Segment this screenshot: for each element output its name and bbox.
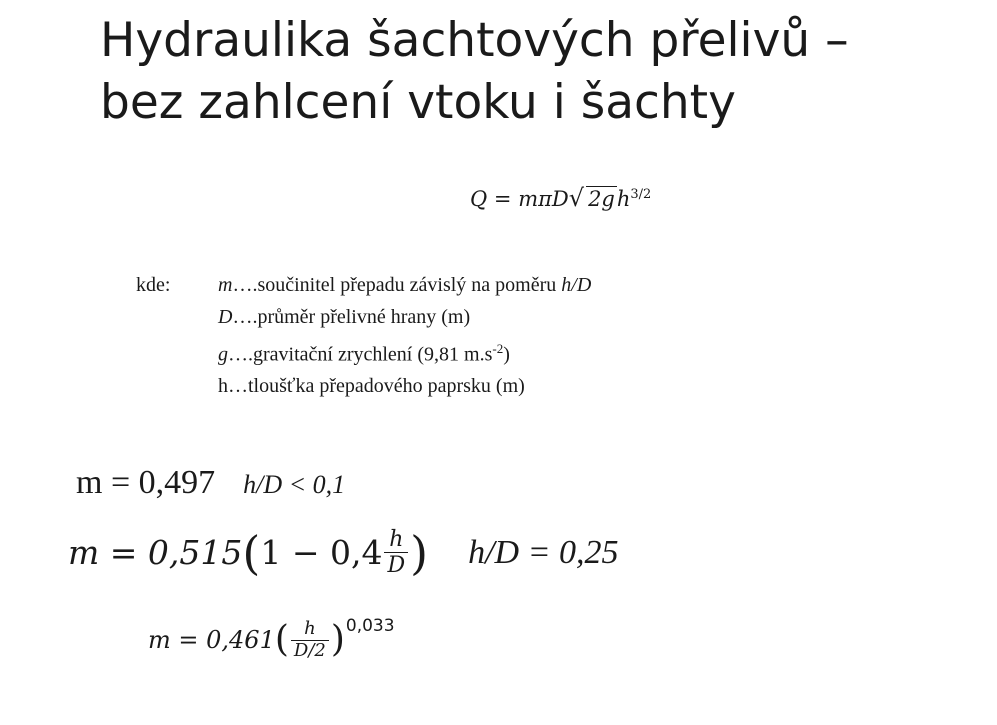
legend-item-d: D….průměr přelivné hrany (m) (218, 305, 471, 328)
discharge-formula (470, 184, 651, 212)
title-line-2: bez zahlcení vtoku i šachty (100, 75, 736, 130)
eq3-lhs: m = 0,461 (148, 626, 275, 655)
formula-lhs: Q (470, 187, 488, 211)
slide-title (100, 10, 980, 134)
eq2-lhs: m = 0,515 (68, 533, 243, 573)
eq2-inner: 1 − 0,4 (260, 533, 383, 573)
eq2-fraction: $\frac{h}{D}$ (384, 528, 408, 577)
eq2-open-paren: ( (242, 525, 261, 580)
legend-intro: kde: (136, 274, 171, 296)
eq3-exponent: 0,033 (345, 616, 395, 636)
legend-item-h: h…tloušťka přepadového paprsku (m) (218, 375, 525, 398)
formula-var: h (616, 187, 631, 211)
formula-exponent: 3/2 (630, 187, 652, 202)
legend-item-m: m….součinitel přepadu závislý na poměru h/D (218, 274, 592, 296)
coefficient-equation-3 (148, 616, 395, 661)
eq1-text: m = 0,497 (76, 464, 216, 501)
eq2-condition: h/D = 0,25 (468, 533, 619, 571)
coefficient-equation-1 (76, 464, 345, 502)
eq3-fraction: $\frac{h}{D/2}$ (291, 620, 329, 661)
title-line-1: Hydraulika šachtových přelivů – (100, 13, 849, 68)
eq3-close-paren: ) (330, 619, 345, 661)
eq3-open-paren: ( (274, 619, 289, 661)
formula-coef: mπD (518, 187, 569, 211)
legend-item-g: g….gravitační zrychlení (9,81 $m.s^{-2}$) (218, 341, 510, 366)
coefficient-equation-2 (68, 525, 619, 580)
eq2-close-paren: ) (410, 525, 429, 580)
eq1-condition: h/D < 0,1 (243, 470, 346, 499)
formula-radicand: 2g (588, 187, 615, 211)
sqrt-icon: √ (568, 184, 585, 212)
formula-equals: = (493, 187, 512, 211)
